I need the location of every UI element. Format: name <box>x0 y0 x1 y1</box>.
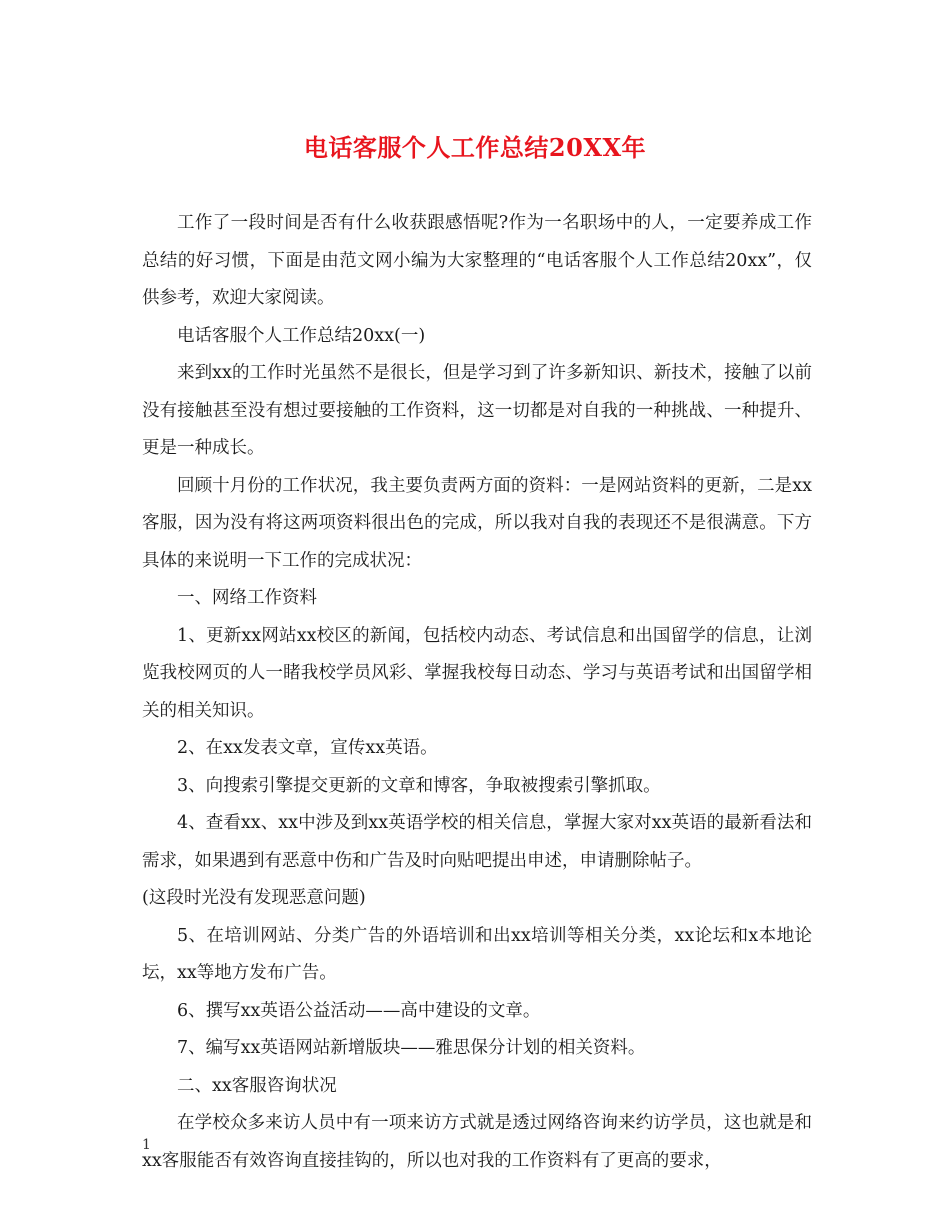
document-title: 电话客服个人工作总结20XX年 <box>303 133 647 162</box>
body-paragraph: 在学校众多来访人员中有一项来访方式就是透过网络咨询来约访学员，这也就是和xx客服能否有效咨询直接挂钩的，所以也对我的工作资料有了更高的要求， <box>142 1113 812 1171</box>
list-item: 6、撰写xx英语公益活动——高中建设的文章。 <box>177 1000 541 1021</box>
body-paragraph: 回顾十月份的工作状况，我主要负责两方面的资料：一是网站资料的更新，二是xx客服，因为没有将这两项资料很出色的完成，所以我对自我的表现还不是很满意。下方具体的来说明一下工作的完成状况： <box>142 475 812 571</box>
list-item: 7、编写xx英语网站新增版块——雅思保分计划的相关资料。 <box>177 1038 646 1058</box>
subsection-heading: 二、xx客服咨询状况 <box>177 1075 337 1096</box>
list-item: 3、向搜索引擎提交更新的文章和博客，争取被搜索引擎抓取。 <box>177 775 661 796</box>
section-heading: 电话客服个人工作总结20xx(一) <box>177 325 426 346</box>
list-item: 4、查看xx、xx中涉及到xx英语学校的相关信息，掌握大家对xx英语的最新看法和需求，如果遇到有恶意中伤和广告及时向贴吧提出申述，申请删除帖子。 <box>142 813 812 871</box>
page-number: 1 <box>142 1137 151 1153</box>
subsection-heading: 一、网络工作资料 <box>177 588 317 608</box>
list-item: 1、更新xx网站xx校区的新闻，包括校内动态、考试信息和出国留学的信息，让浏览我校网页的人一睹我校学员风彩、掌握我校每日动态、学习与英语考试和出国留学相关的相关知识。 <box>142 625 812 721</box>
list-item: 5、在培训网站、分类广告的外语培训和出xx培训等相关分类，xx论坛和x本地论坛，xx等地方发布广告。 <box>142 925 812 983</box>
document-body <box>142 205 812 1180</box>
list-item: 2、在xx发表文章，宣传xx英语。 <box>177 738 438 758</box>
list-item-note: (这段时光没有发现恶意问题) <box>142 888 366 908</box>
body-paragraph: 来到xx的工作时光虽然不是很长，但是学习到了许多新知识、新技术，接触了以前没有接触甚至没有想过要接触的工作资料，这一切都是对自我的一种挑战、一种提升、更是一种成长。 <box>142 363 812 458</box>
intro-paragraph: 工作了一段时间是否有什么收获跟感悟呢?作为一名职场中的人，一定要养成工作总结的好习惯，下面是由范文网小编为大家整理的“电话客服个人工作总结20xx”，仅供参考，欢迎大家阅读。 <box>142 213 812 308</box>
